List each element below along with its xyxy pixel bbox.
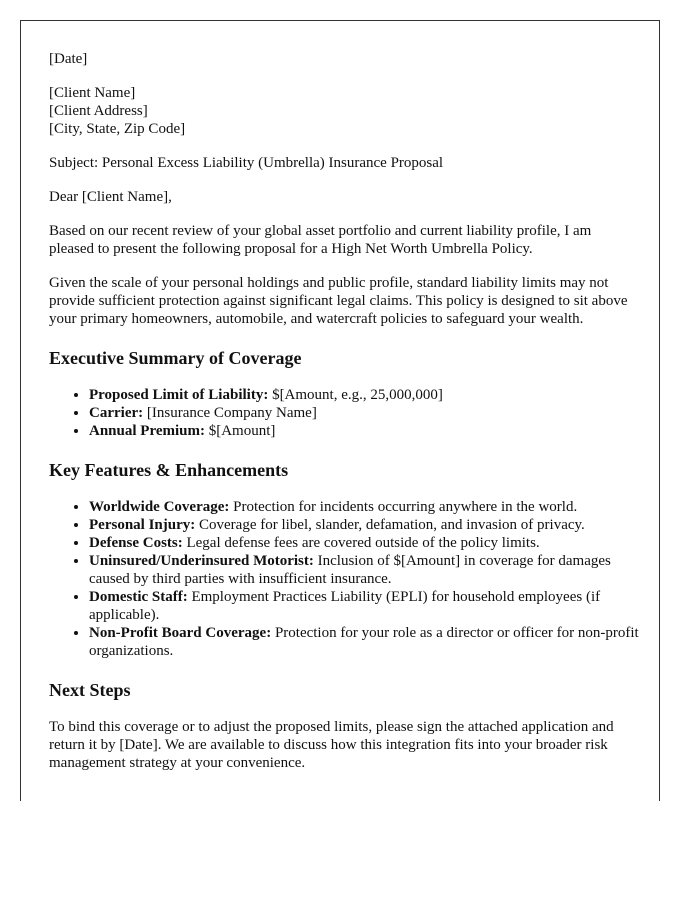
- intro-paragraph: Based on our recent review of your global asset portfolio and current liability profile, I am pleased to present the following proposal for a High Net Worth Umbrella Policy.: [49, 223, 592, 257]
- list-item: [89, 404, 639, 422]
- recipient-city-state-zip: [City, State, Zip Code]: [49, 121, 186, 137]
- list-item: [89, 422, 639, 440]
- list-item: [89, 588, 639, 624]
- list-item: [89, 498, 639, 516]
- list-item-text: $[Amount, e.g., 25,000,000]: [268, 387, 443, 403]
- list-item: [89, 624, 639, 660]
- list-item-text: $[Amount]: [204, 423, 276, 439]
- list-item-label: Proposed Limit of Liability:: [89, 387, 269, 403]
- section-heading-next-steps: Next Steps: [49, 680, 131, 700]
- list-item-text: Inclusion of $[Amount] in coverage for damages caused by third parties with insufficient insurance.: [89, 553, 611, 587]
- letter-date: [Date]: [49, 51, 88, 67]
- list-item-label: Worldwide Coverage:: [89, 499, 230, 515]
- letter-subject: Subject: Personal Excess Liability (Umbrella) Insurance Proposal: [49, 155, 444, 171]
- list-item-text: Coverage for libel, slander, defamation, and invasion of privacy.: [195, 517, 585, 533]
- list-item: [89, 516, 639, 534]
- list-item: [89, 552, 639, 588]
- list-item-text: Protection for your role as a director or officer for non-profit organizations.: [89, 625, 639, 659]
- list-item-label: Defense Costs:: [89, 535, 183, 551]
- list-item-label: Annual Premium:: [89, 423, 205, 439]
- features-list: [49, 498, 639, 660]
- intro-paragraph: Given the scale of your personal holdings and public profile, standard liability limits may not provide sufficient protection against significant legal claims. This policy is designed to sit above your primary homeowners, automobile, and watercraft policies to safeguard your wealth.: [49, 275, 628, 327]
- list-item-text: Employment Practices Liability (EPLI) for household employees (if applicable).: [89, 589, 601, 623]
- recipient-name: [Client Name]: [49, 85, 136, 101]
- list-item: [89, 534, 639, 552]
- list-item-text: Legal defense fees are covered outside of the policy limits.: [182, 535, 540, 551]
- recipient-address-block: [49, 84, 639, 138]
- list-item-label: Personal Injury:: [89, 517, 196, 533]
- section-heading-features: Key Features & Enhancements: [49, 460, 289, 480]
- list-item-label: Carrier:: [89, 405, 144, 421]
- section-heading-summary: Executive Summary of Coverage: [49, 348, 302, 368]
- letter-salutation: Dear [Client Name],: [49, 189, 172, 205]
- list-item-label: Uninsured/Underinsured Motorist:: [89, 553, 314, 569]
- list-item: [89, 386, 639, 404]
- list-item-label: Domestic Staff:: [89, 589, 188, 605]
- list-item-text: Protection for incidents occurring anywhere in the world.: [229, 499, 578, 515]
- summary-list: [49, 386, 639, 440]
- list-item-text: [Insurance Company Name]: [143, 405, 317, 421]
- recipient-address: [Client Address]: [49, 103, 148, 119]
- letter-content: [49, 50, 639, 788]
- list-item-label: Non-Profit Board Coverage:: [89, 625, 272, 641]
- letter-page: [20, 20, 660, 801]
- next-steps-paragraph: To bind this coverage or to adjust the proposed limits, please sign the attached application and return it by [Date]. We are available to discuss how this integration fits into your broader risk management strategy at your convenience.: [49, 719, 614, 771]
